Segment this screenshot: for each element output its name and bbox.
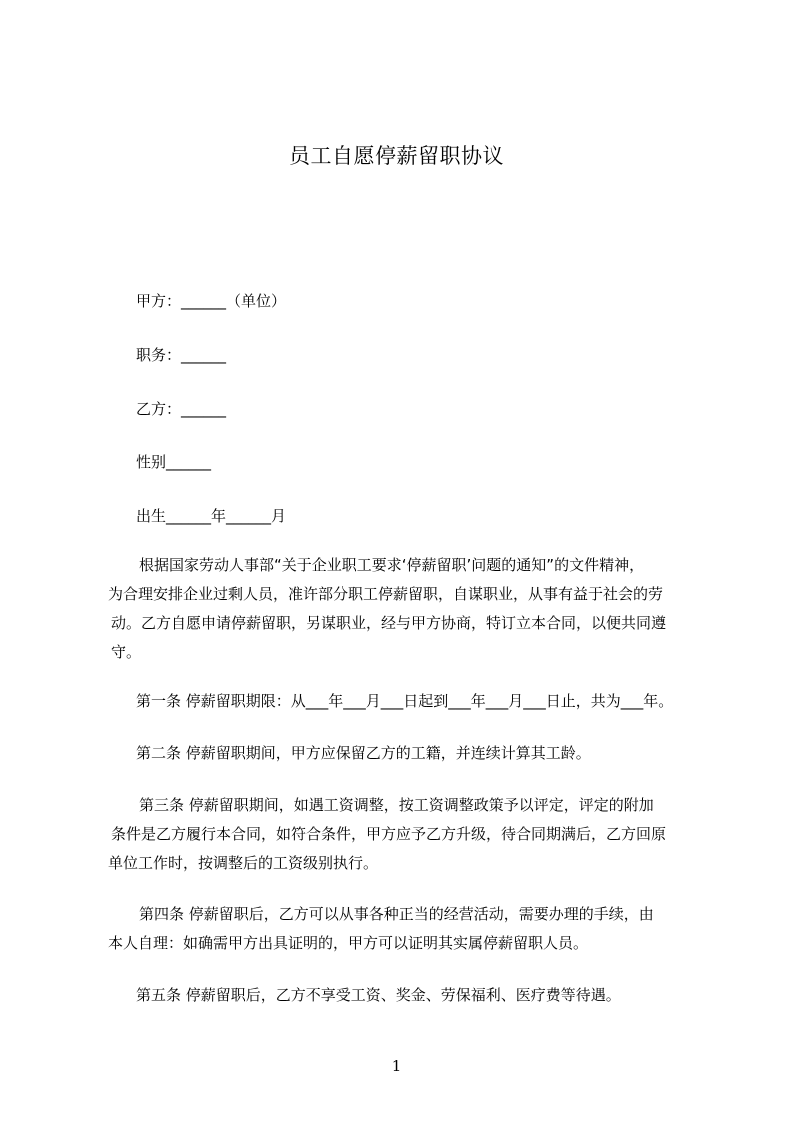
birth-field: 出生______年______月 <box>136 507 287 525</box>
intro-line: 根据国家劳动人事部“关于企业职工要求‘停薪留职’问题的通知”的文件精神， <box>139 556 645 574</box>
article-5: 第五条 停薪留职后，乙方不享受工资、奖金、劳保福利、医疗费等待遇。 <box>136 986 621 1004</box>
gender-field: 性别______ <box>136 453 212 471</box>
position-field: 职务：______ <box>136 346 227 364</box>
party-b-field: 乙方：______ <box>136 400 227 418</box>
intro-line: 为合理安排企业过剩人员，准许部分职工停薪留职，自谋职业，从事有益于社会的劳 <box>108 585 664 603</box>
party-a-field: 甲方：______（单位） <box>136 292 287 310</box>
intro-line: 守。 <box>111 643 142 661</box>
article-3 <box>108 791 708 878</box>
article-2: 第二条 停薪留职期间，甲方应保留乙方的工籍，并连续计算其工龄。 <box>136 744 591 762</box>
article-4-line: 本人自理：如确需甲方出具证明的，甲方可以证明其实属停薪留职人员。 <box>108 934 589 952</box>
article-3-line: 单位工作时，按调整后的工资级别执行。 <box>108 854 379 872</box>
article-4 <box>108 900 708 958</box>
article-4-line: 第四条 停薪留职后，乙方可以从事各种正当的经营活动，需要办理的手续，由 <box>139 905 654 923</box>
intro-paragraph <box>108 551 708 667</box>
article-1: 第一条 停薪留职期限：从___年___月___日起到___年___月___日止，共为___年。 <box>136 692 674 710</box>
intro-line: 动。乙方自愿申请停薪留职，另谋职业，经与甲方协商，特订立本合同，以便共同遵 <box>111 614 667 632</box>
article-3-line: 第三条 停薪留职期间，如遇工资调整，按工资调整政策予以评定，评定的附加 <box>139 796 654 814</box>
document-title: 员工自愿停薪留职协议 <box>289 144 504 168</box>
page-number: 1 <box>391 1057 402 1075</box>
article-3-line: 条件是乙方履行本合同，如符合条件，甲方应予乙方升级，待合同期满后，乙方回原 <box>111 825 667 843</box>
